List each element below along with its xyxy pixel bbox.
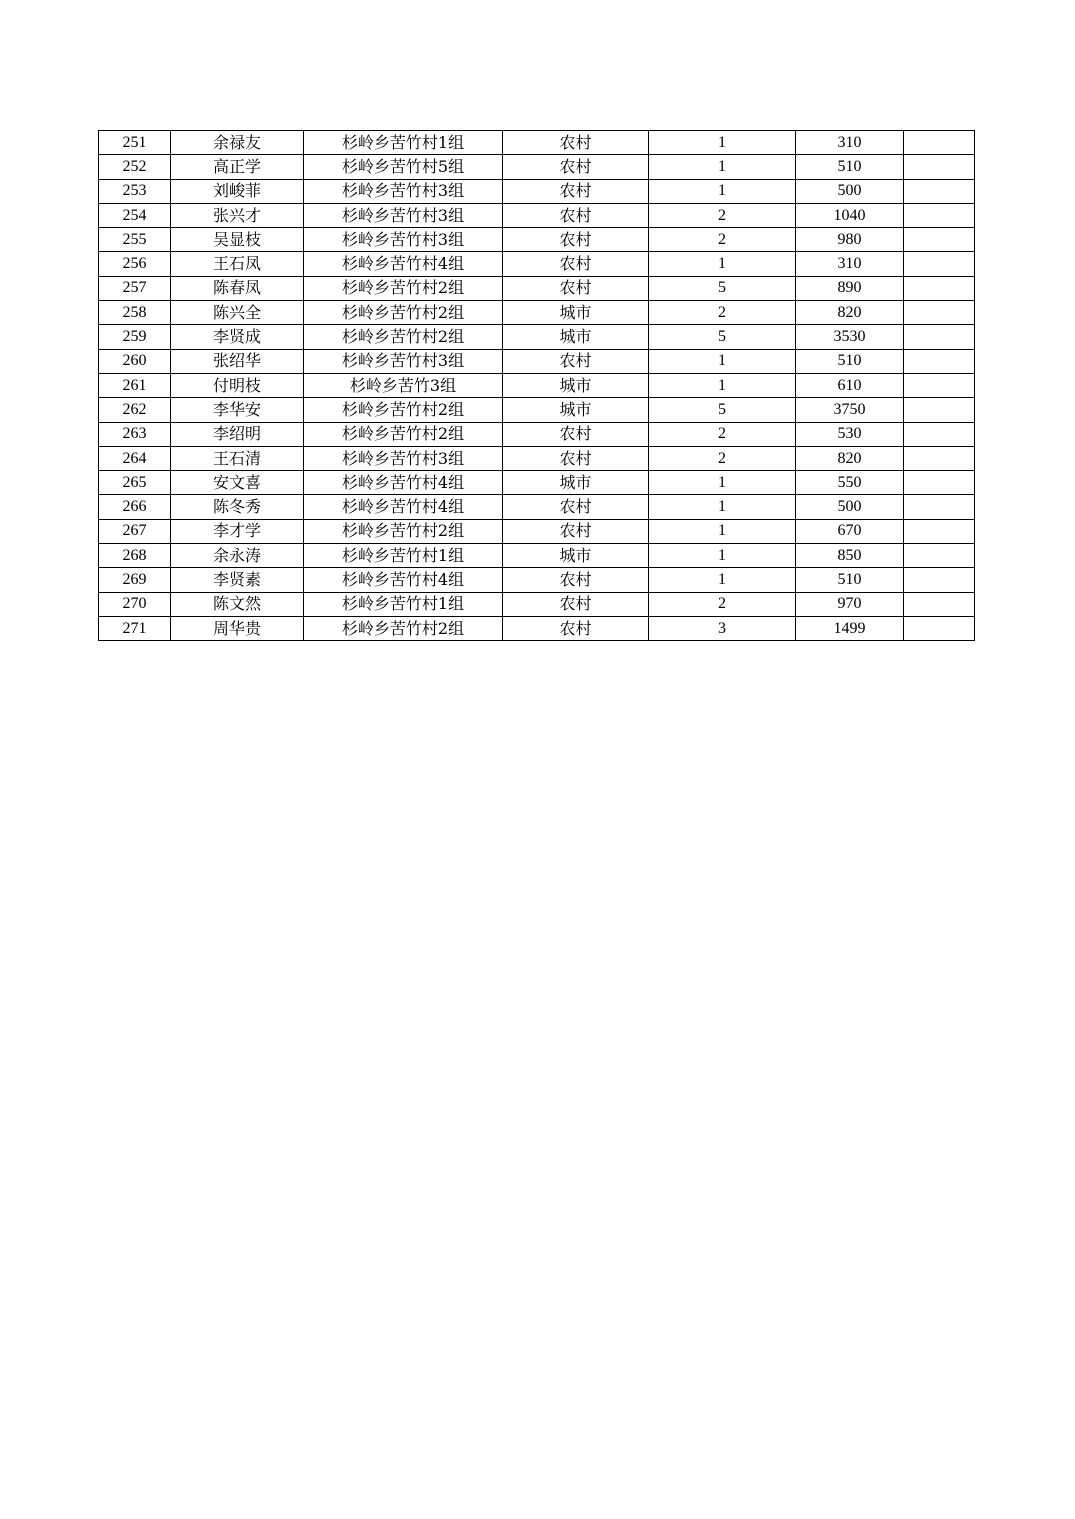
name-cell: 吴显枝 — [171, 228, 304, 252]
name-cell: 李绍明 — [171, 422, 304, 446]
row-number-cell: 259 — [99, 325, 171, 349]
name-cell: 张兴才 — [171, 203, 304, 227]
table-row — [99, 471, 975, 495]
name-cell: 安文喜 — [171, 471, 304, 495]
table-row — [99, 495, 975, 519]
household-count-cell: 2 — [649, 422, 796, 446]
table-row — [99, 252, 975, 276]
household-count-cell: 1 — [649, 373, 796, 397]
address-cell: 杉岭乡苦竹村1组 — [304, 592, 503, 616]
row-number-cell: 254 — [99, 203, 171, 227]
row-number-cell: 267 — [99, 519, 171, 543]
amount-cell: 820 — [796, 446, 904, 470]
name-cell: 陈春凤 — [171, 276, 304, 300]
table-row — [99, 398, 975, 422]
remark-cell — [904, 155, 975, 179]
row-number-cell: 269 — [99, 568, 171, 592]
table-row — [99, 422, 975, 446]
address-cell: 杉岭乡苦竹村3组 — [304, 228, 503, 252]
remark-cell — [904, 446, 975, 470]
row-number-cell: 256 — [99, 252, 171, 276]
household-count-cell: 2 — [649, 446, 796, 470]
residence-type-cell: 农村 — [503, 155, 649, 179]
row-number-cell: 253 — [99, 179, 171, 203]
remark-cell — [904, 398, 975, 422]
residence-type-cell: 城市 — [503, 325, 649, 349]
remark-cell — [904, 301, 975, 325]
name-cell: 李贤素 — [171, 568, 304, 592]
amount-cell: 850 — [796, 544, 904, 568]
residence-type-cell: 城市 — [503, 544, 649, 568]
amount-cell: 310 — [796, 131, 904, 155]
remark-cell — [904, 471, 975, 495]
amount-cell: 1040 — [796, 203, 904, 227]
address-cell: 杉岭乡苦竹村5组 — [304, 155, 503, 179]
household-count-cell: 2 — [649, 592, 796, 616]
amount-cell: 820 — [796, 301, 904, 325]
household-count-cell: 1 — [649, 568, 796, 592]
amount-cell: 310 — [796, 252, 904, 276]
remark-cell — [904, 349, 975, 373]
household-count-cell: 5 — [649, 398, 796, 422]
household-count-cell: 1 — [649, 471, 796, 495]
row-number-cell: 251 — [99, 131, 171, 155]
amount-cell: 500 — [796, 179, 904, 203]
remark-cell — [904, 325, 975, 349]
household-count-cell: 3 — [649, 616, 796, 640]
address-cell: 杉岭乡苦竹村3组 — [304, 203, 503, 227]
name-cell: 陈文然 — [171, 592, 304, 616]
residence-type-cell: 农村 — [503, 179, 649, 203]
row-number-cell: 257 — [99, 276, 171, 300]
row-number-cell: 270 — [99, 592, 171, 616]
remark-cell — [904, 252, 975, 276]
residence-type-cell: 农村 — [503, 616, 649, 640]
amount-cell: 890 — [796, 276, 904, 300]
remark-cell — [904, 519, 975, 543]
row-number-cell: 265 — [99, 471, 171, 495]
amount-cell: 3530 — [796, 325, 904, 349]
name-cell: 付明枝 — [171, 373, 304, 397]
name-cell: 李贤成 — [171, 325, 304, 349]
table-row — [99, 203, 975, 227]
household-count-cell: 5 — [649, 276, 796, 300]
address-cell: 杉岭乡苦竹村3组 — [304, 446, 503, 470]
row-number-cell: 263 — [99, 422, 171, 446]
table-row — [99, 131, 975, 155]
row-number-cell: 262 — [99, 398, 171, 422]
table-row — [99, 544, 975, 568]
address-cell: 杉岭乡苦竹村4组 — [304, 252, 503, 276]
remark-cell — [904, 592, 975, 616]
residence-type-cell: 农村 — [503, 203, 649, 227]
address-cell: 杉岭乡苦竹村2组 — [304, 325, 503, 349]
amount-cell: 510 — [796, 155, 904, 179]
table-row — [99, 616, 975, 640]
table-row — [99, 446, 975, 470]
residence-type-cell: 农村 — [503, 495, 649, 519]
remark-cell — [904, 544, 975, 568]
amount-cell: 510 — [796, 568, 904, 592]
name-cell: 张绍华 — [171, 349, 304, 373]
name-cell: 王石凤 — [171, 252, 304, 276]
row-number-cell: 264 — [99, 446, 171, 470]
table-row — [99, 592, 975, 616]
name-cell: 王石清 — [171, 446, 304, 470]
amount-cell: 510 — [796, 349, 904, 373]
address-cell: 杉岭乡苦竹村3组 — [304, 179, 503, 203]
amount-cell: 970 — [796, 592, 904, 616]
name-cell: 周华贵 — [171, 616, 304, 640]
residence-type-cell: 城市 — [503, 301, 649, 325]
amount-cell: 1499 — [796, 616, 904, 640]
household-count-cell: 1 — [649, 179, 796, 203]
address-cell: 杉岭乡苦竹村2组 — [304, 301, 503, 325]
remark-cell — [904, 228, 975, 252]
household-count-cell: 1 — [649, 495, 796, 519]
table-row — [99, 179, 975, 203]
name-cell: 陈冬秀 — [171, 495, 304, 519]
table-row — [99, 228, 975, 252]
remark-cell — [904, 616, 975, 640]
remark-cell — [904, 373, 975, 397]
name-cell: 高正学 — [171, 155, 304, 179]
household-count-cell: 2 — [649, 203, 796, 227]
table-row — [99, 519, 975, 543]
household-count-cell: 1 — [649, 252, 796, 276]
remark-cell — [904, 568, 975, 592]
row-number-cell: 255 — [99, 228, 171, 252]
amount-cell: 670 — [796, 519, 904, 543]
address-cell: 杉岭乡苦竹村2组 — [304, 398, 503, 422]
table-row — [99, 568, 975, 592]
address-cell: 杉岭乡苦竹村3组 — [304, 349, 503, 373]
table-row — [99, 276, 975, 300]
name-cell: 刘峻菲 — [171, 179, 304, 203]
residence-type-cell: 农村 — [503, 349, 649, 373]
table-body — [99, 131, 975, 641]
name-cell: 李才学 — [171, 519, 304, 543]
residence-type-cell: 农村 — [503, 252, 649, 276]
row-number-cell: 260 — [99, 349, 171, 373]
address-cell: 杉岭乡苦竹村1组 — [304, 544, 503, 568]
row-number-cell: 266 — [99, 495, 171, 519]
amount-cell: 3750 — [796, 398, 904, 422]
name-cell: 余禄友 — [171, 131, 304, 155]
residence-type-cell: 农村 — [503, 228, 649, 252]
address-cell: 杉岭乡苦竹3组 — [304, 373, 503, 397]
table-row — [99, 325, 975, 349]
household-count-cell: 2 — [649, 301, 796, 325]
household-count-cell: 1 — [649, 544, 796, 568]
address-cell: 杉岭乡苦竹村2组 — [304, 422, 503, 446]
residence-type-cell: 农村 — [503, 422, 649, 446]
amount-cell: 550 — [796, 471, 904, 495]
amount-cell: 530 — [796, 422, 904, 446]
table-row — [99, 349, 975, 373]
remark-cell — [904, 276, 975, 300]
household-count-cell: 1 — [649, 519, 796, 543]
address-cell: 杉岭乡苦竹村1组 — [304, 131, 503, 155]
name-cell: 李华安 — [171, 398, 304, 422]
residence-type-cell: 农村 — [503, 568, 649, 592]
document-page — [98, 130, 974, 641]
household-count-cell: 1 — [649, 131, 796, 155]
amount-cell: 610 — [796, 373, 904, 397]
residence-type-cell: 农村 — [503, 276, 649, 300]
row-number-cell: 271 — [99, 616, 171, 640]
address-cell: 杉岭乡苦竹村4组 — [304, 568, 503, 592]
remark-cell — [904, 179, 975, 203]
address-cell: 杉岭乡苦竹村2组 — [304, 519, 503, 543]
residence-type-cell: 农村 — [503, 446, 649, 470]
row-number-cell: 252 — [99, 155, 171, 179]
residence-type-cell: 城市 — [503, 373, 649, 397]
row-number-cell: 258 — [99, 301, 171, 325]
residence-type-cell: 城市 — [503, 398, 649, 422]
amount-cell: 980 — [796, 228, 904, 252]
remark-cell — [904, 131, 975, 155]
residence-type-cell: 农村 — [503, 592, 649, 616]
name-cell: 余永涛 — [171, 544, 304, 568]
beneficiary-table — [98, 130, 975, 641]
table-row — [99, 155, 975, 179]
address-cell: 杉岭乡苦竹村2组 — [304, 616, 503, 640]
household-count-cell: 2 — [649, 228, 796, 252]
name-cell: 陈兴全 — [171, 301, 304, 325]
remark-cell — [904, 422, 975, 446]
table-row — [99, 301, 975, 325]
row-number-cell: 268 — [99, 544, 171, 568]
residence-type-cell: 城市 — [503, 471, 649, 495]
row-number-cell: 261 — [99, 373, 171, 397]
remark-cell — [904, 495, 975, 519]
address-cell: 杉岭乡苦竹村4组 — [304, 495, 503, 519]
household-count-cell: 5 — [649, 325, 796, 349]
table-row — [99, 373, 975, 397]
residence-type-cell: 农村 — [503, 131, 649, 155]
remark-cell — [904, 203, 975, 227]
residence-type-cell: 农村 — [503, 519, 649, 543]
address-cell: 杉岭乡苦竹村4组 — [304, 471, 503, 495]
household-count-cell: 1 — [649, 349, 796, 373]
household-count-cell: 1 — [649, 155, 796, 179]
address-cell: 杉岭乡苦竹村2组 — [304, 276, 503, 300]
amount-cell: 500 — [796, 495, 904, 519]
